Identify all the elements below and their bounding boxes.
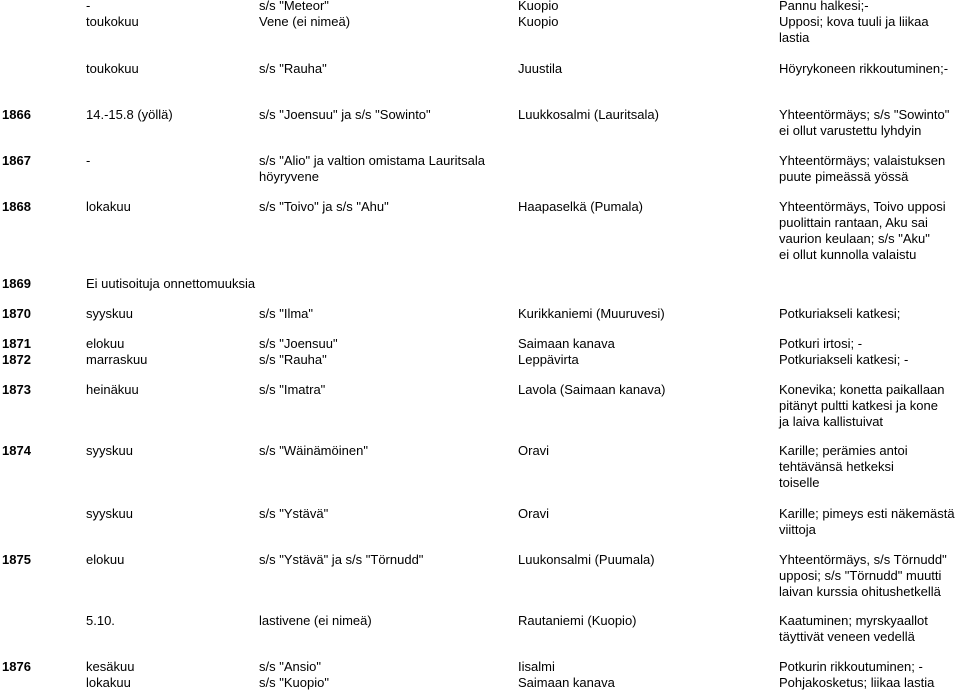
date-cell: elokuu marraskuu xyxy=(86,336,148,367)
description-cell: Karille; pimeys esti näkemästä viittoja xyxy=(779,506,955,537)
year-cell: 1867 xyxy=(2,153,31,168)
place-cell: Haapaselkä (Pumala) xyxy=(518,199,644,214)
description-cell: Karille; perämies antoi tehtävänsä hetkeksi toiselle xyxy=(779,443,908,490)
year-cell: 1876 xyxy=(2,659,31,674)
ship-cell: s/s "Toivo" ja s/s "Ahu" xyxy=(259,199,389,214)
date-cell: syyskuu xyxy=(86,306,133,321)
ship-cell: s/s "Joensuu" ja s/s "Sowinto" xyxy=(259,107,431,122)
description-cell: Potkurin rikkoutuminen; - Pohjakosketus; liikaa lastia xyxy=(779,659,935,690)
year-cell: 1873 xyxy=(2,382,31,397)
year-cell: 1870 xyxy=(2,306,31,321)
description-cell: Höyrykoneen rikkoutuminen;- xyxy=(779,61,949,76)
date-cell: toukokuu xyxy=(86,61,139,76)
date-cell: - xyxy=(86,153,91,168)
ship-cell: s/s "Wäinämöinen" xyxy=(259,443,368,458)
description-cell: Kaatuminen; myrskyaallot täyttivät veneen vedellä xyxy=(779,613,928,644)
place-cell: Oravi xyxy=(518,443,550,458)
year-cell: 1871 1872 xyxy=(2,336,31,367)
place-cell: Juustila xyxy=(518,61,563,76)
description-cell: Yhteentörmäys, Toivo upposi puolittain rantaan, Aku sai vaurion keulaan; s/s "Aku" ei ollut kunnolla valaistu xyxy=(779,199,946,262)
date-cell: elokuu xyxy=(86,552,125,567)
year-cell: 1874 xyxy=(2,443,31,458)
date-cell: 14.-15.8 (yöllä) xyxy=(86,107,173,122)
ship-cell: s/s "Joensuu" s/s "Rauha" xyxy=(259,336,338,367)
description-cell: Potkuriakseli katkesi; xyxy=(779,306,901,321)
date-cell: 5.10. xyxy=(86,613,115,628)
ship-cell: s/s "Ystävä" ja s/s "Törnudd" xyxy=(259,552,424,567)
place-cell: Kurikkaniemi (Muuruvesi) xyxy=(518,306,665,321)
year-cell: 1866 xyxy=(2,107,31,122)
year-cell: 1868 xyxy=(2,199,31,214)
description-cell: Potkuri irtosi; - Potkuriakseli katkesi; - xyxy=(779,336,909,367)
date-cell: lokakuu xyxy=(86,199,131,214)
place-cell: Lavola (Saimaan kanava) xyxy=(518,382,666,397)
description-cell: Konevika; konetta paikallaan pitänyt pultti katkesi ja kone ja laiva kallistuivat xyxy=(779,382,945,429)
ship-cell: s/s "Ansio" s/s "Kuopio" xyxy=(259,659,329,690)
year-cell: 1875 xyxy=(2,552,31,567)
date-cell: Ei uutisoituja onnettomuuksia xyxy=(86,276,256,291)
place-cell: Rautaniemi (Kuopio) xyxy=(518,613,637,628)
place-cell: Kuopio Kuopio xyxy=(518,0,559,29)
ship-cell: s/s "Alio" ja valtion omistama Lauritsala höyryvene xyxy=(259,153,485,184)
description-cell: Pannu halkesi;- Upposi; kova tuuli ja liikaa lastia xyxy=(779,0,929,45)
ship-cell: lastivene (ei nimeä) xyxy=(259,613,372,628)
date-cell: - toukokuu xyxy=(86,0,139,29)
description-cell: Yhteentörmäys; valaistuksen puute pimeässä yössä xyxy=(779,153,946,184)
date-cell: kesäkuu lokakuu xyxy=(86,659,135,690)
date-cell: syyskuu xyxy=(86,443,133,458)
description-cell: Yhteentörmäys, s/s Törnudd" upposi; s/s "Törnudd" muutti laivan kurssia ohitushetkellä xyxy=(779,552,947,599)
place-cell: Luukkosalmi (Lauritsala) xyxy=(518,107,659,122)
ship-cell: s/s "Ilma" xyxy=(259,306,314,321)
ship-cell: s/s "Imatra" xyxy=(259,382,326,397)
ship-cell: s/s "Ystävä" xyxy=(259,506,329,521)
ship-cell: s/s "Meteor" Vene (ei nimeä) xyxy=(259,0,351,29)
place-cell: Saimaan kanava Leppävirta xyxy=(518,336,615,367)
place-cell: Luukonsalmi (Puumala) xyxy=(518,552,655,567)
date-cell: heinäkuu xyxy=(86,382,139,397)
date-cell: syyskuu xyxy=(86,506,133,521)
year-cell: 1869 xyxy=(2,276,31,291)
place-cell: Iisalmi Saimaan kanava xyxy=(518,659,615,690)
place-cell: Oravi xyxy=(518,506,550,521)
ship-cell: s/s "Rauha" xyxy=(259,61,327,76)
description-cell: Yhteentörmäys; s/s "Sowinto" ei ollut varustettu lyhdyin xyxy=(779,107,950,138)
